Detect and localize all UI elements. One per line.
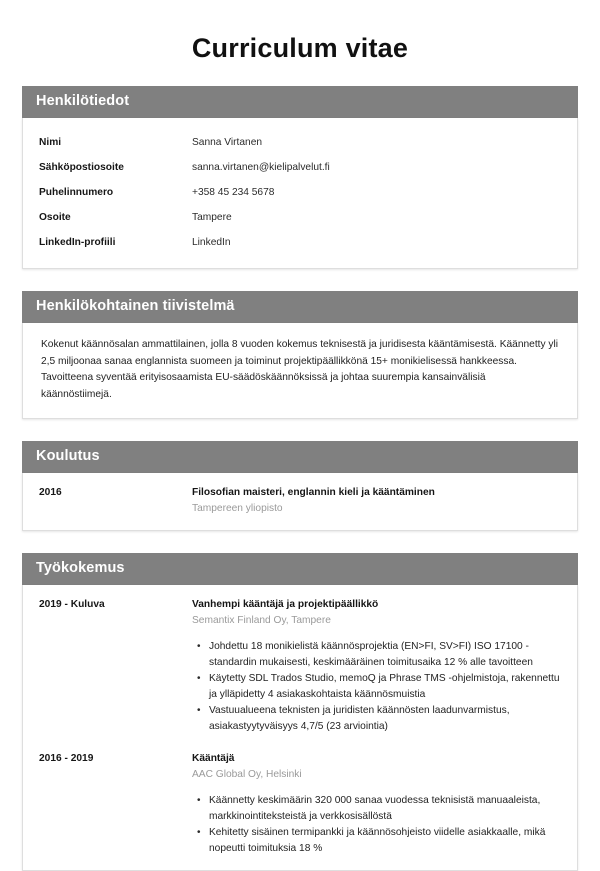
entry-bullet-list (192, 639, 561, 734)
entry-subtitle: Tampereen yliopisto (192, 503, 283, 514)
entry-main (192, 597, 561, 735)
entry-bullet-list (192, 793, 561, 856)
entry-row (39, 597, 561, 735)
entry-title: Kääntäjä (192, 753, 235, 764)
info-row (39, 130, 561, 155)
section-body-education (23, 473, 577, 530)
entry-bullet: • Käytetty SDL Trados Studio, memoQ ja Phrase TMS -ohjelmistoja, rakennettu ja ylläpidetty 4 asiakaskohtaista käännösmuistia (209, 671, 561, 702)
entry-row (39, 485, 561, 517)
entry-subtitle: Semantix Finland Oy, Tampere (192, 615, 331, 626)
entry-bullet: • Käännetty keskimäärin 320 000 sanaa vuodessa teknisistä manuaaleista, markkinointiteksteistä ja verkkosisällöstä (209, 793, 561, 824)
section-heading-personal-summary: Henkilökohtainen tiivistelmä (22, 291, 578, 323)
entry-main (192, 485, 561, 517)
info-value: sanna.virtanen@kielipalvelut.fi (192, 161, 330, 173)
entry-bullet: • Kehitetty sisäinen termipankki ja käännösohjeisto viidelle asiakkaalle, mikä nopeutti toimituksia 18 % (209, 825, 561, 856)
section-card-personal-details (22, 118, 578, 269)
info-value: Sanna Virtanen (192, 136, 263, 148)
entry-bullet: • Johdettu 18 monikielistä käännösprojektia (EN>FI, SV>FI) ISO 17100 -standardin mukaisesti, keskimääräinen toimitusaika 12 % alle tavoitteen (209, 639, 561, 670)
entry-title: Filosofian maisteri, englannin kieli ja kääntäminen (192, 487, 435, 498)
entry-bullet: • Vastuualueena teknisten ja juridisten käännösten laadunvarmistus, asiakastyytyväisyys 4,7/5 (23 arviointia) (209, 703, 561, 734)
page-title: Curriculum vitae (191, 33, 409, 63)
cv-sections (0, 86, 600, 871)
info-label: Nimi (39, 136, 62, 148)
section-card-work-experience (22, 585, 578, 871)
info-value: Tampere (192, 211, 232, 223)
entry-main (192, 751, 561, 857)
section-card-education (22, 473, 578, 531)
info-label: Puhelinnumero (39, 186, 114, 198)
info-row (39, 205, 561, 230)
section-body-personal-details (23, 118, 577, 268)
entry-period: 2016 (39, 487, 62, 498)
info-label: LinkedIn-profiili (39, 236, 116, 248)
section-work-experience (0, 553, 600, 871)
entry-period: 2019 - Kuluva (39, 599, 105, 610)
section-body-work-experience (23, 585, 577, 870)
info-label: Osoite (39, 211, 71, 223)
info-row (39, 155, 561, 180)
info-value: +358 45 234 5678 (192, 186, 275, 198)
section-personal-details (0, 86, 600, 269)
entry-row (39, 751, 561, 857)
section-personal-summary (0, 291, 600, 419)
section-body-personal-summary (23, 323, 577, 418)
section-heading-education: Koulutus (22, 441, 578, 473)
section-heading-work-experience: Työkokemus (22, 553, 578, 585)
section-heading-personal-details: Henkilötiedot (22, 86, 578, 118)
entry-period: 2016 - 2019 (39, 753, 94, 764)
entry-subtitle: AAC Global Oy, Helsinki (192, 769, 302, 780)
section-card-personal-summary (22, 323, 578, 419)
info-label: Sähköpostiosoite (39, 161, 124, 173)
info-value: LinkedIn (192, 236, 231, 248)
summary-paragraph: Kokenut käännösalan ammattilainen, jolla 8 vuoden kokemus teknisestä ja juridisesta kääntämisestä. Käännetty yli 2,5 miljoonaa sanaa englannista suomeen ja toiminut projektipäällikkönä 15+ monikielisessä hankkeessa. Tavoitteena syventää erityisosaamista EU-säädöskäännöksissä ja johtaa suurempia kansainvälisiä käännöstiimejä. (41, 339, 559, 400)
info-row (39, 230, 561, 255)
section-education (0, 441, 600, 531)
info-row (39, 180, 561, 205)
entry-title: Vanhempi kääntäjä ja projektipäällikkö (192, 599, 379, 610)
